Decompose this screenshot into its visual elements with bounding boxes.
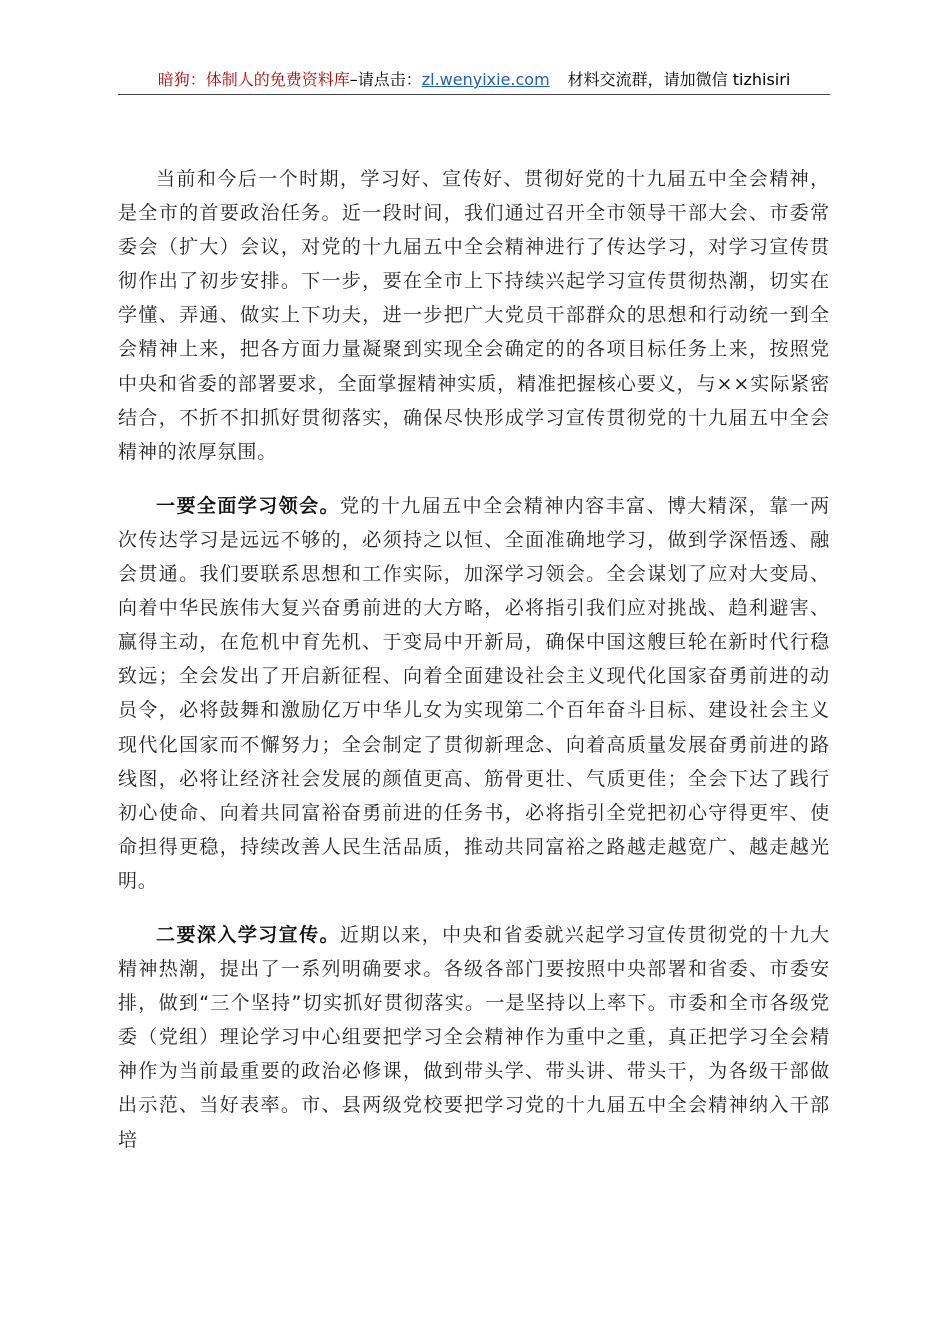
header-group-note: 材料交流群，请加微信 tizhisiri bbox=[567, 70, 791, 89]
header-click-prompt: –请点击： bbox=[349, 70, 422, 89]
header-brand: 暗狗：体制人的免费资料库 bbox=[157, 70, 350, 89]
paragraph-study bbox=[118, 489, 830, 898]
paragraph-lead: 二要深入学习宣传。 bbox=[156, 923, 340, 946]
paragraph-intro bbox=[118, 162, 830, 469]
paragraph-publicize bbox=[118, 918, 830, 1157]
paragraph-text: 当前和今后一个时期，学习好、宣传好、贯彻好党的十九届五中全会精神，是全市的首要政治任务。近一段时间，我们通过召开全市领导干部大会、市委常委会（扩大）会议，对党的十九届五中全会精神进行了传达学习，对学习宣传贯彻作出了初步安排。下一步，要在全市上下持续兴起学习宣传贯彻热潮，切实在学懂、弄通、做实上下功夫，进一步把广大党员干部群众的思想和行动统一到全会精神上来，把各方面力量凝聚到实现全会确定的的各项目标任务上来，按照党中央和省委的部署要求，全面掌握精神实质，精准把握核心要义，与××实际紧密结合，不折不扣抓好贯彻落实，确保尽快形成学习宣传贯彻党的十九届五中全会精神的浓厚氛围。 bbox=[118, 168, 830, 463]
paragraph-text: 近期以来，中央和省委就兴起学习宣传贯彻党的十九大精神热潮，提出了一系列明确要求。各级各部门要按照中央部署和省委、市委安排，做到“三个坚持”切实抓好贯彻落实。一是坚持以上率下。市委和全市各级党委（党组）理论学习中心组要把学习全会精神作为重中之重，真正把学习全会精神作为当前最重要的政治必修课，做到带头学、带头讲、带头干，为各级干部做出示范、当好表率。市、县两级党校要把学习党的十九届五中全会精神纳入干部培 bbox=[118, 923, 830, 1151]
page-header bbox=[118, 70, 830, 95]
document-body bbox=[118, 162, 830, 1157]
paragraph-text: 党的十九届五中全会精神内容丰富、博大精深，靠一两次传达学习是远远不够的，必须持之以恒、全面准确地学习，做到学深悟透、融会贯通。我们要联系思想和工作实际，加深学习领会。全会谋划了应对大变局、向着中华民族伟大复兴奋勇前进的大方略，必将指引我们应对挑战、趋利避害、赢得主动，在危机中育先机、于变局中开新局，确保中国这艘巨轮在新时代行稳致远；全会发出了开启新征程、向着全面建设社会主义现代化国家奋勇前进的动员令，必将鼓舞和激励亿万中华儿女为实现第二个百年奋斗目标、建设社会主义现代化国家而不懈努力；全会制定了贯彻新理念、向着高质量发展奋勇前进的路线图，必将让经济社会发展的颜值更高、筋骨更壮、气质更佳；全会下达了践行初心使命、向着共同富裕奋勇前进的任务书，必将指引全党把初心守得更牢、使命担得更稳，持续改善人民生活品质，推动共同富裕之路越走越宽广、越走越光明。 bbox=[118, 494, 830, 892]
header-link[interactable]: zl.wenyixie.com bbox=[421, 70, 550, 89]
paragraph-lead: 一要全面学习领会。 bbox=[156, 494, 340, 517]
